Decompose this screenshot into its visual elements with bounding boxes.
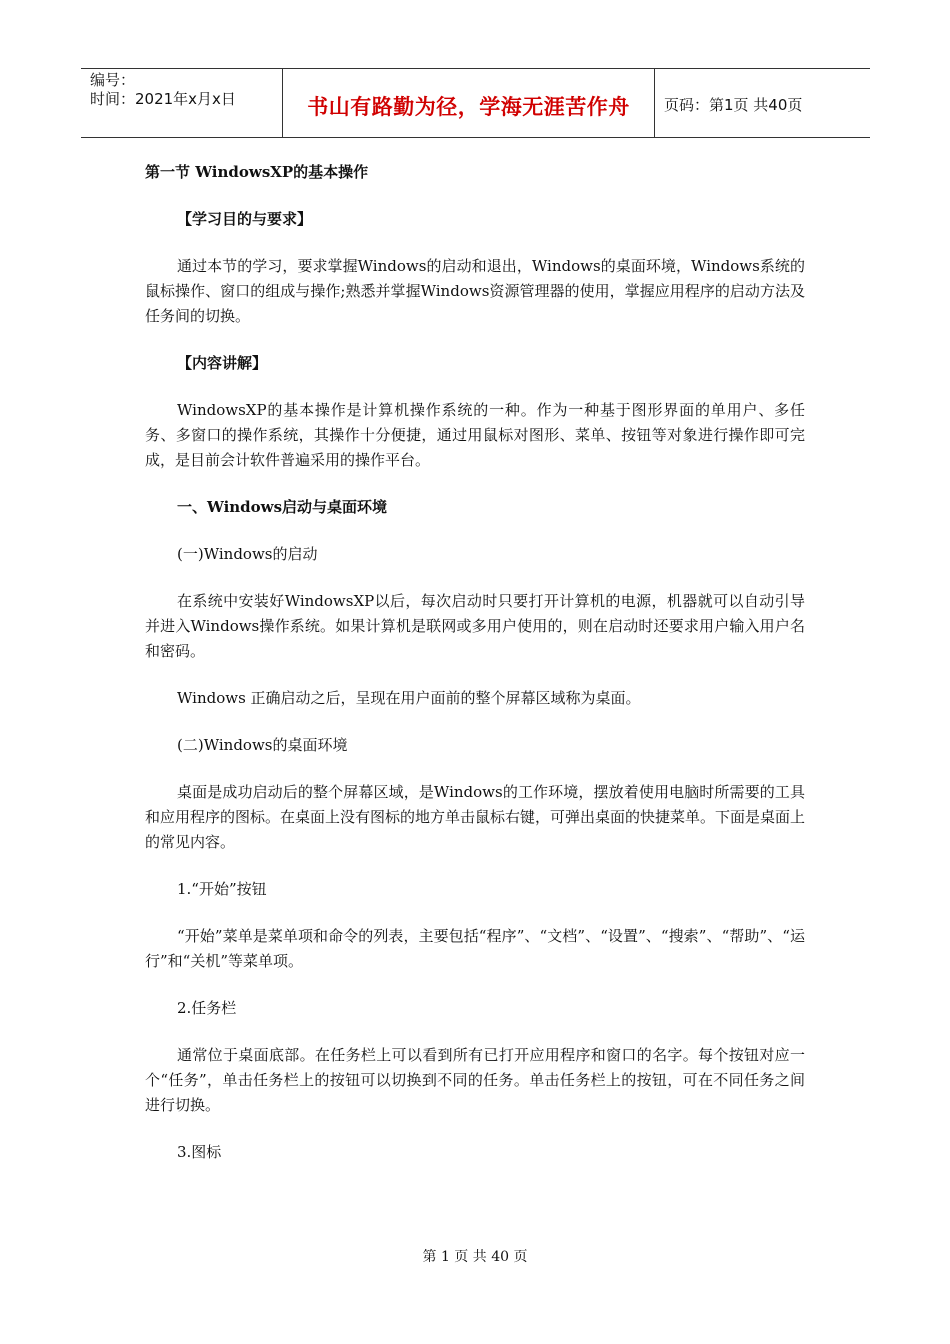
item2-paragraph: 通常位于桌面底部。在任务栏上可以看到所有已打开应用程序和窗口的名字。每个按钮对应一个“任务”，单击任务栏上的按钮可以切换到不同的任务。单击任务栏上的按钮，可在不同任务之间进行切换。 bbox=[145, 1046, 805, 1114]
document-date: 时间：2021年x月x日 bbox=[90, 90, 236, 108]
section-title: 第一节 WindowsXP的基本操作 bbox=[145, 163, 369, 181]
page-footer: 第 1 页 共 40 页 bbox=[422, 1249, 528, 1265]
lecture-heading: 【内容讲解】 bbox=[177, 354, 268, 372]
sub2-heading: (二)Windows的桌面环境 bbox=[177, 736, 348, 754]
item1-heading: 1.“开始”按钮 bbox=[177, 880, 267, 898]
objectives-paragraph: 通过本节的学习，要求掌握Windows的启动和退出，Windows的桌面环境，Windows系统的鼠标操作、窗口的组成与操作;熟悉并掌握Windows资源管理器的使用，掌握应用程序的启动方法及任务间的切换。 bbox=[145, 257, 805, 325]
sub1-paragraph-1: 在系统中安装好WindowsXP以后，每次启动时只要打开计算机的电源，机器就可以自动引导并进入Windows操作系统。如果计算机是联网或多用户使用的，则在启动时还要求用户输入用户名和密码。 bbox=[145, 592, 805, 660]
document-body bbox=[145, 160, 805, 1165]
item3-heading: 3.图标 bbox=[177, 1143, 222, 1161]
lecture-paragraph: WindowsXP的基本操作是计算机操作系统的一种。作为一种基于图形界面的单用户、多任务、多窗口的操作系统，其操作十分便捷，通过用鼠标对图形、菜单、按钮等对象进行操作即可完成，是目前会计软件普遍采用的操作平台。 bbox=[145, 401, 805, 469]
header-motto: 书山有路勤为径，学海无涯苦作舟 bbox=[307, 95, 630, 119]
header-page-cell bbox=[655, 69, 870, 137]
document-number-label: 编号： bbox=[90, 71, 136, 89]
header-motto-cell bbox=[283, 69, 655, 137]
header-info-cell bbox=[81, 69, 283, 137]
header-page-code: 页码：第1页 共40页 bbox=[664, 96, 803, 114]
objectives-heading: 【学习目的与要求】 bbox=[177, 210, 313, 228]
sub1-heading: (一)Windows的启动 bbox=[177, 545, 318, 563]
part1-heading: 一、Windows启动与桌面环境 bbox=[177, 498, 388, 516]
sub1-paragraph-2: Windows 正确启动之后，呈现在用户面前的整个屏幕区域称为桌面。 bbox=[177, 689, 641, 707]
sub2-paragraph: 桌面是成功启动后的整个屏幕区域，是Windows的工作环境，摆放着使用电脑时所需要的工具和应用程序的图标。在桌面上没有图标的地方单击鼠标右键，可弹出桌面的快捷菜单。下面是桌面上的常见内容。 bbox=[145, 783, 806, 851]
page-header bbox=[81, 68, 870, 138]
item2-heading: 2.任务栏 bbox=[177, 999, 237, 1017]
item1-paragraph: “开始”菜单是菜单项和命令的列表，主要包括“程序”、“文档”、“设置”、“搜索”、“帮助”、“运行”和“关机”等菜单项。 bbox=[145, 927, 805, 970]
